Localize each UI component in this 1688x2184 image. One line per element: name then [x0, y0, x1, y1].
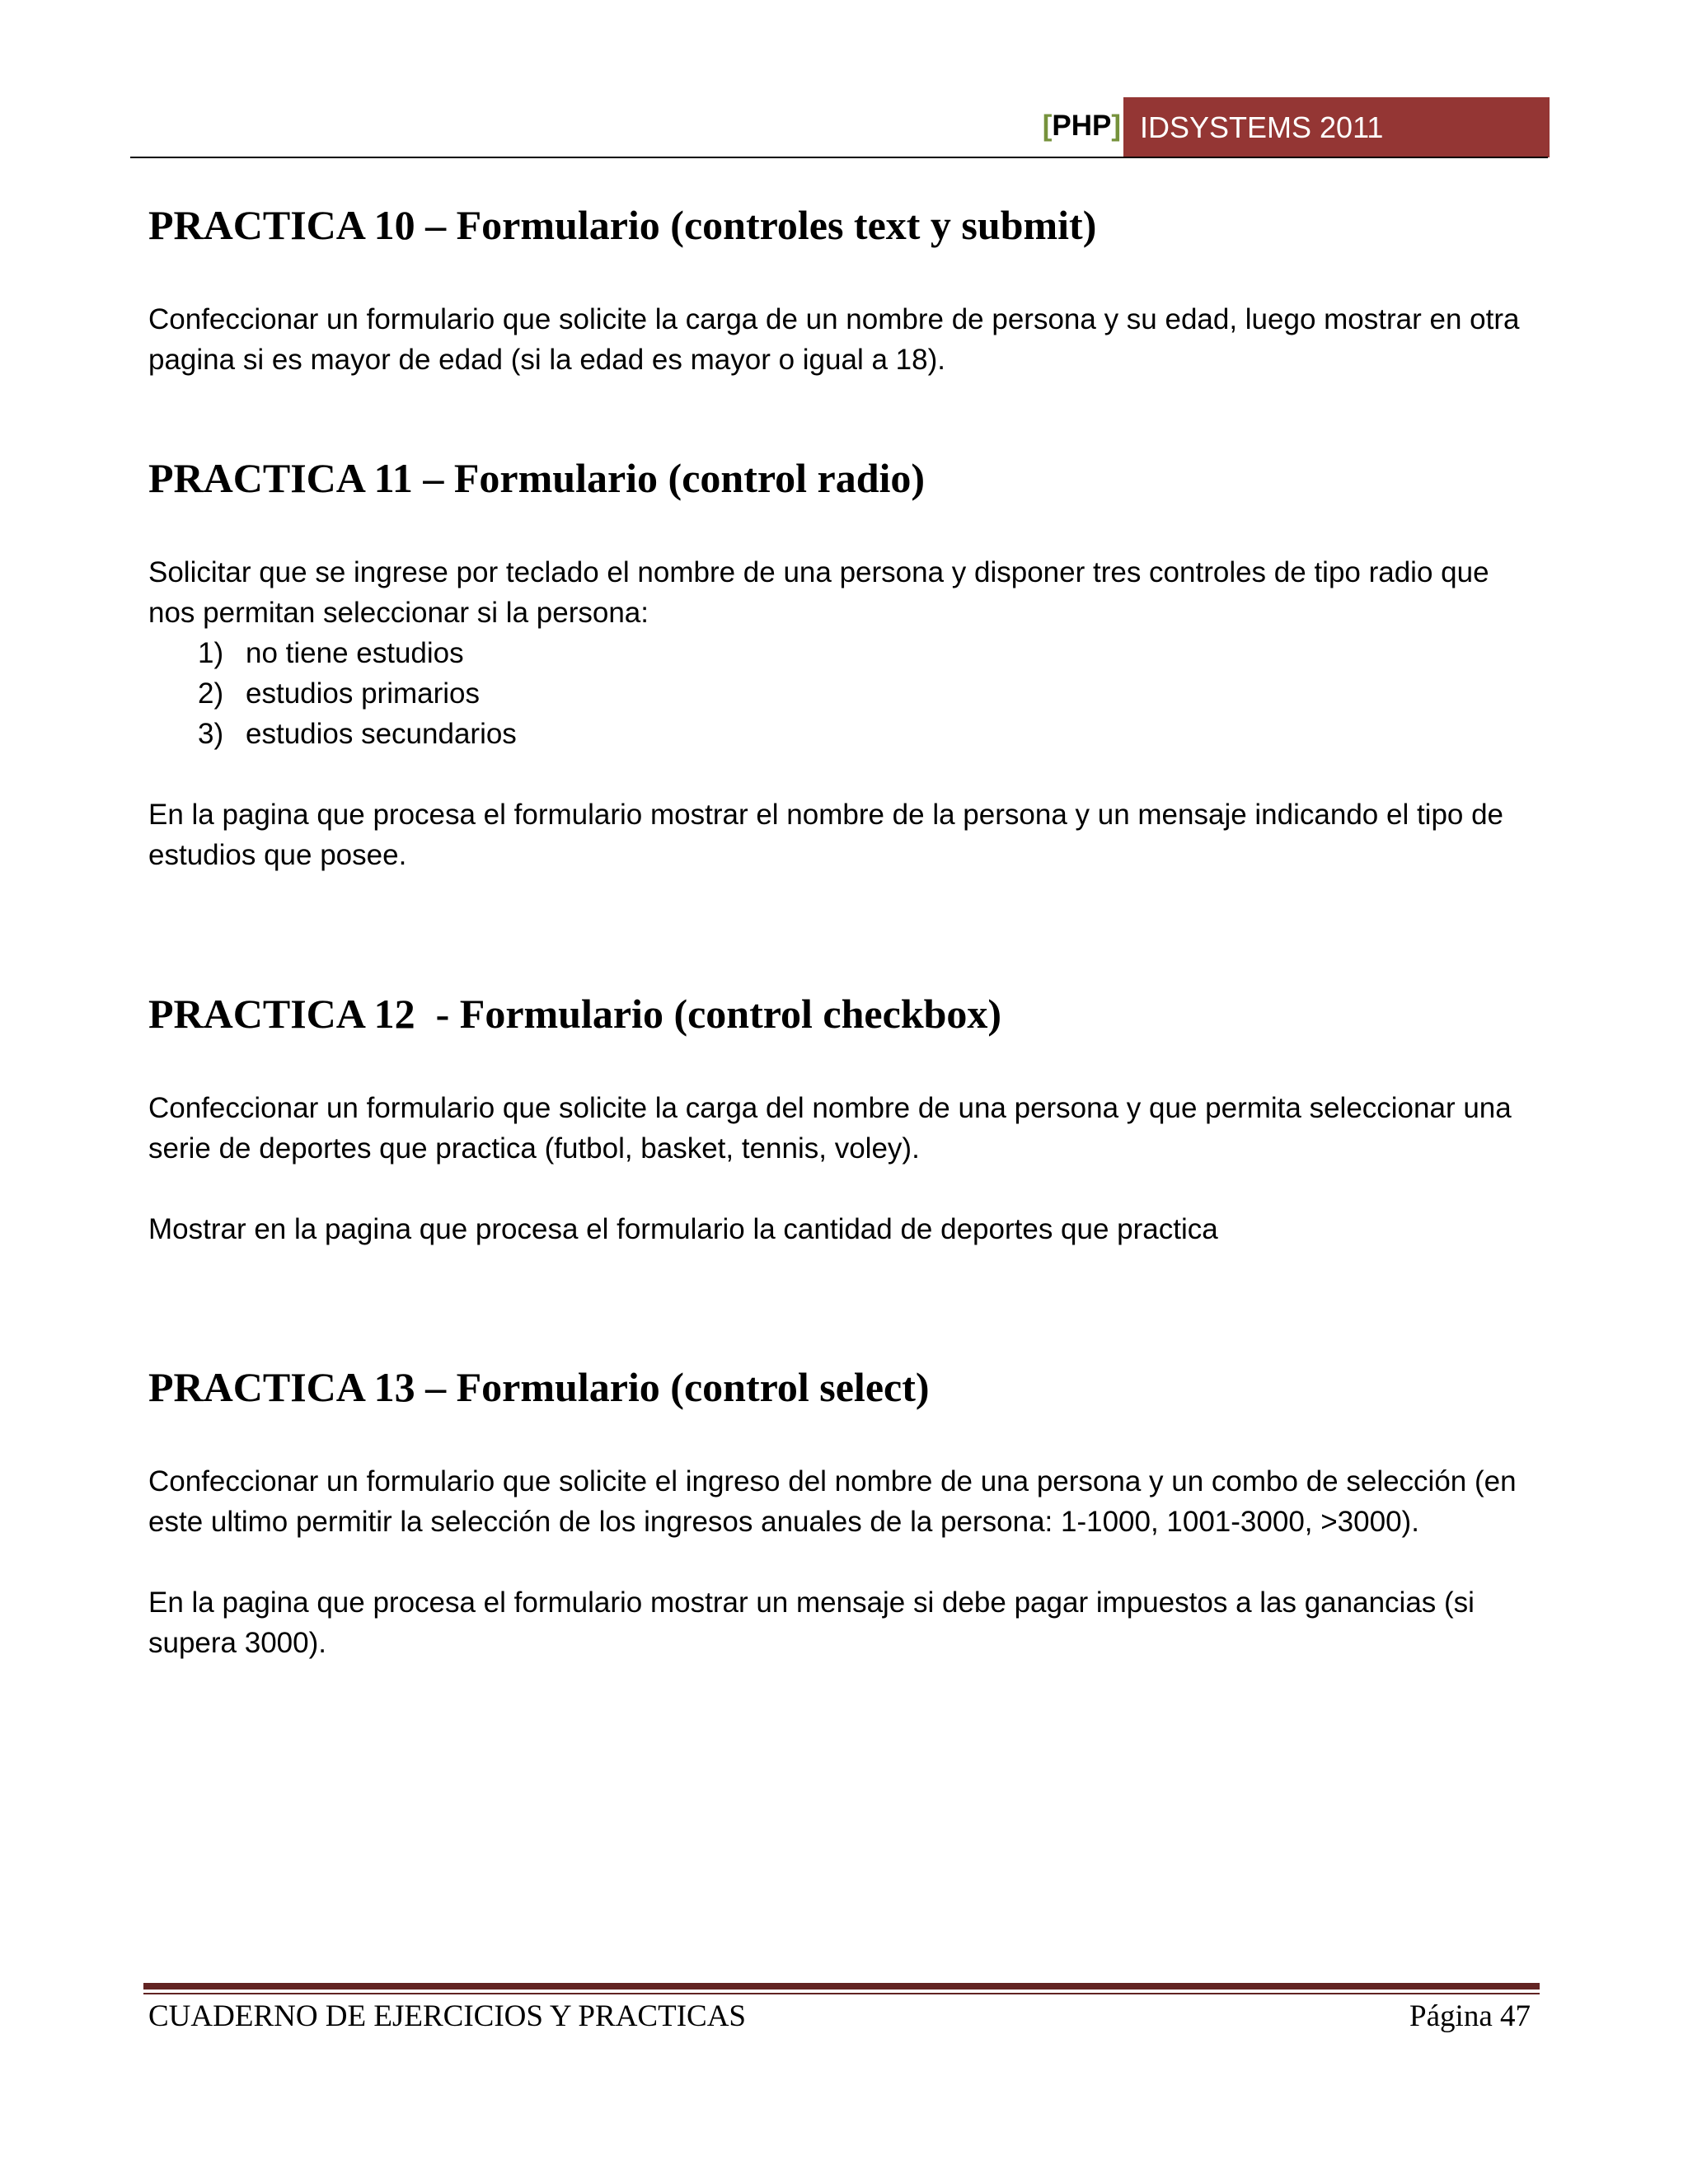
header-rule — [130, 157, 1548, 158]
bracket-close: ] — [1111, 110, 1121, 142]
page-number: Página 47 — [1409, 1999, 1531, 2033]
section-paragraph: Confeccionar un formulario que solicite el ingreso del nombre de una persona y un combo de selección (en este ultimo permitir la selección de los ingresos anuales de la persona: 1-1000, 1001-3000, >3000). — [148, 1465, 1517, 1538]
header-tag — [1043, 110, 1121, 143]
list-number: 1) — [198, 637, 224, 669]
bracket-open: [ — [1042, 110, 1053, 142]
header-brand: IDSYSTEMS 2011 — [1140, 110, 1384, 144]
header-brand-box — [1123, 97, 1550, 157]
section-paragraph: Mostrar en la pagina que procesa el formulario la cantidad de deportes que practica — [148, 1213, 1218, 1245]
list-item — [198, 673, 517, 714]
section-paragraph: Confeccionar un formulario que solicite la carga de un nombre de persona y su edad, luego mostrar en otra pagina si es mayor de edad (si la edad es mayor o igual a 18). — [148, 303, 1520, 376]
section-paragraph: Solicitar que se ingrese por teclado el nombre de una persona y disponer tres controles de tipo radio que nos permitan seleccionar si la persona: — [148, 556, 1489, 629]
list-text: estudios primarios — [246, 677, 480, 710]
footer-title: CUADERNO DE EJERCICIOS Y PRACTICAS — [148, 1999, 746, 2033]
list-number: 2) — [198, 677, 224, 710]
list-text: estudios secundarios — [246, 718, 517, 750]
section-title-practica-12: PRACTICA 12 - Formulario (control checkbox) — [148, 991, 1002, 1037]
footer-rule-thin — [143, 1993, 1540, 1994]
footer-rule — [143, 1983, 1540, 1990]
section-paragraph: En la pagina que procesa el formulario mostrar el nombre de la persona y un mensaje indicando el tipo de estudios que posee. — [148, 799, 1504, 871]
list-item — [198, 633, 517, 673]
section-paragraph: En la pagina que procesa el formulario mostrar un mensaje si debe pagar impuestos a las ganancias (si supera 3000). — [148, 1586, 1475, 1659]
section-paragraph: Confeccionar un formulario que solicite la carga del nombre de una persona y que permita seleccionar una serie de deportes que practica (futbol, basket, tennis, voley). — [148, 1092, 1512, 1165]
section-title-practica-10: PRACTICA 10 – Formulario (controles text y submit) — [148, 202, 1097, 248]
list-number: 3) — [198, 718, 224, 750]
list-item — [198, 714, 517, 754]
list-text: no tiene estudios — [246, 637, 464, 669]
section-title-practica-13: PRACTICA 13 – Formulario (control select) — [148, 1364, 930, 1410]
header-tag-text: PHP — [1052, 110, 1112, 142]
section-title-practica-11: PRACTICA 11 – Formulario (control radio) — [148, 455, 926, 501]
education-options-list — [198, 633, 517, 754]
